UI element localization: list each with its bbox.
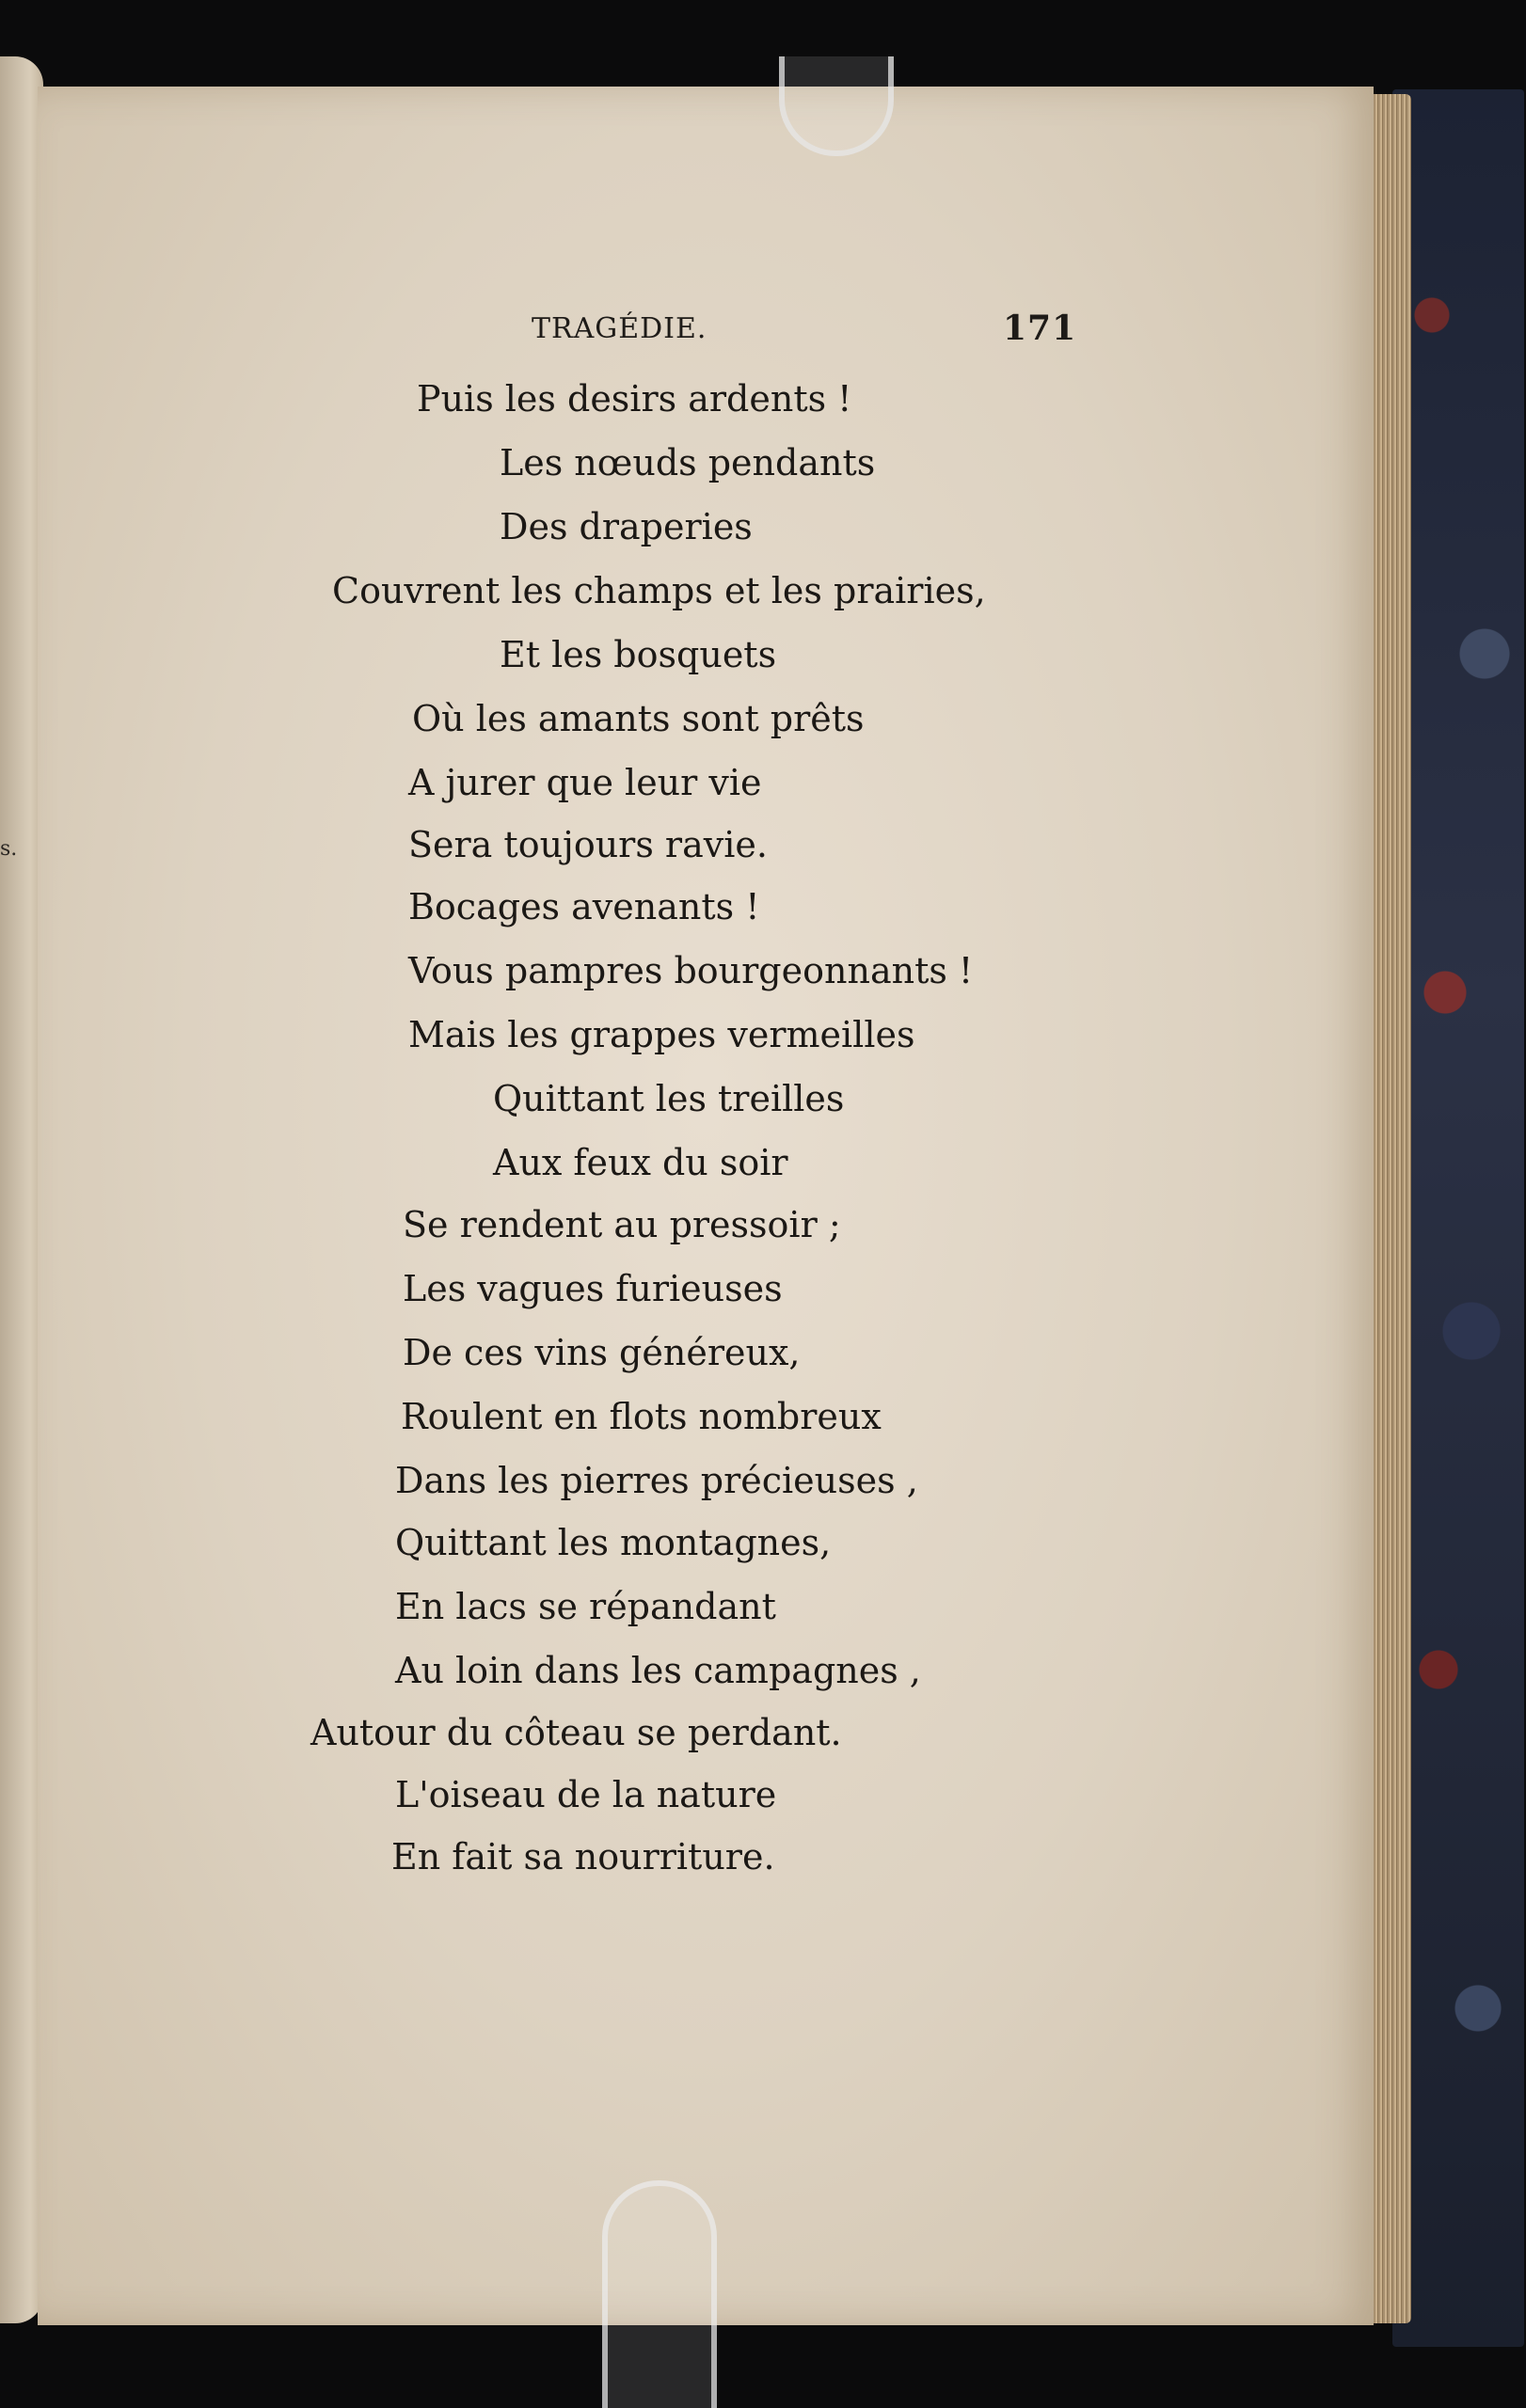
verse-line: Se rendent au pressoir ; [403, 1204, 841, 1245]
verse-line: Quittant les montagnes, [395, 1522, 832, 1563]
verse-line: Et les bosquets [500, 634, 777, 675]
running-title: TRAGÉDIE. [532, 312, 707, 345]
verse-line: A jurer que leur vie [408, 762, 762, 803]
book-page [38, 87, 1374, 2325]
verse-line: Dans les pierres précieuses , [395, 1460, 918, 1501]
verse-line: Bocages avenants ! [408, 886, 760, 927]
verse-line: L'oiseau de la nature [395, 1774, 777, 1815]
page-clip-bottom [602, 2180, 717, 2408]
verse-line: Vous pampres bourgeonnants ! [408, 950, 974, 991]
verse-line: Les vagues furieuses [403, 1268, 783, 1309]
verse-line: Des draperies [500, 506, 753, 547]
verse-line: Où les amants sont prêts [412, 698, 865, 739]
verse-line: Roulent en flots nombreux [401, 1396, 882, 1437]
verse-line: En fait sa nourriture. [391, 1836, 775, 1877]
verse-line: Sera toujours ravie. [408, 824, 768, 865]
verse-line: Au loin dans les campagnes , [395, 1650, 921, 1691]
verse-line: Aux feux du soir [493, 1142, 788, 1183]
verse-line: Quittant les treilles [493, 1078, 845, 1119]
verse-line: Puis les desirs ardents ! [417, 378, 852, 420]
verse-line: Mais les grappes vermeilles [408, 1014, 915, 1055]
verse-line: Les nœuds pendants [500, 442, 876, 483]
page-number: 171 [1003, 309, 1077, 348]
verse-line: Autour du côteau se perdant. [310, 1712, 842, 1753]
verse-line: Couvrent les champs et les prairies, [332, 570, 986, 611]
left-page-fragment: s. [0, 837, 18, 861]
verse-line: En lacs se répandant [395, 1586, 776, 1627]
verse-line: De ces vins généreux, [403, 1332, 801, 1373]
page-header [38, 309, 1374, 350]
